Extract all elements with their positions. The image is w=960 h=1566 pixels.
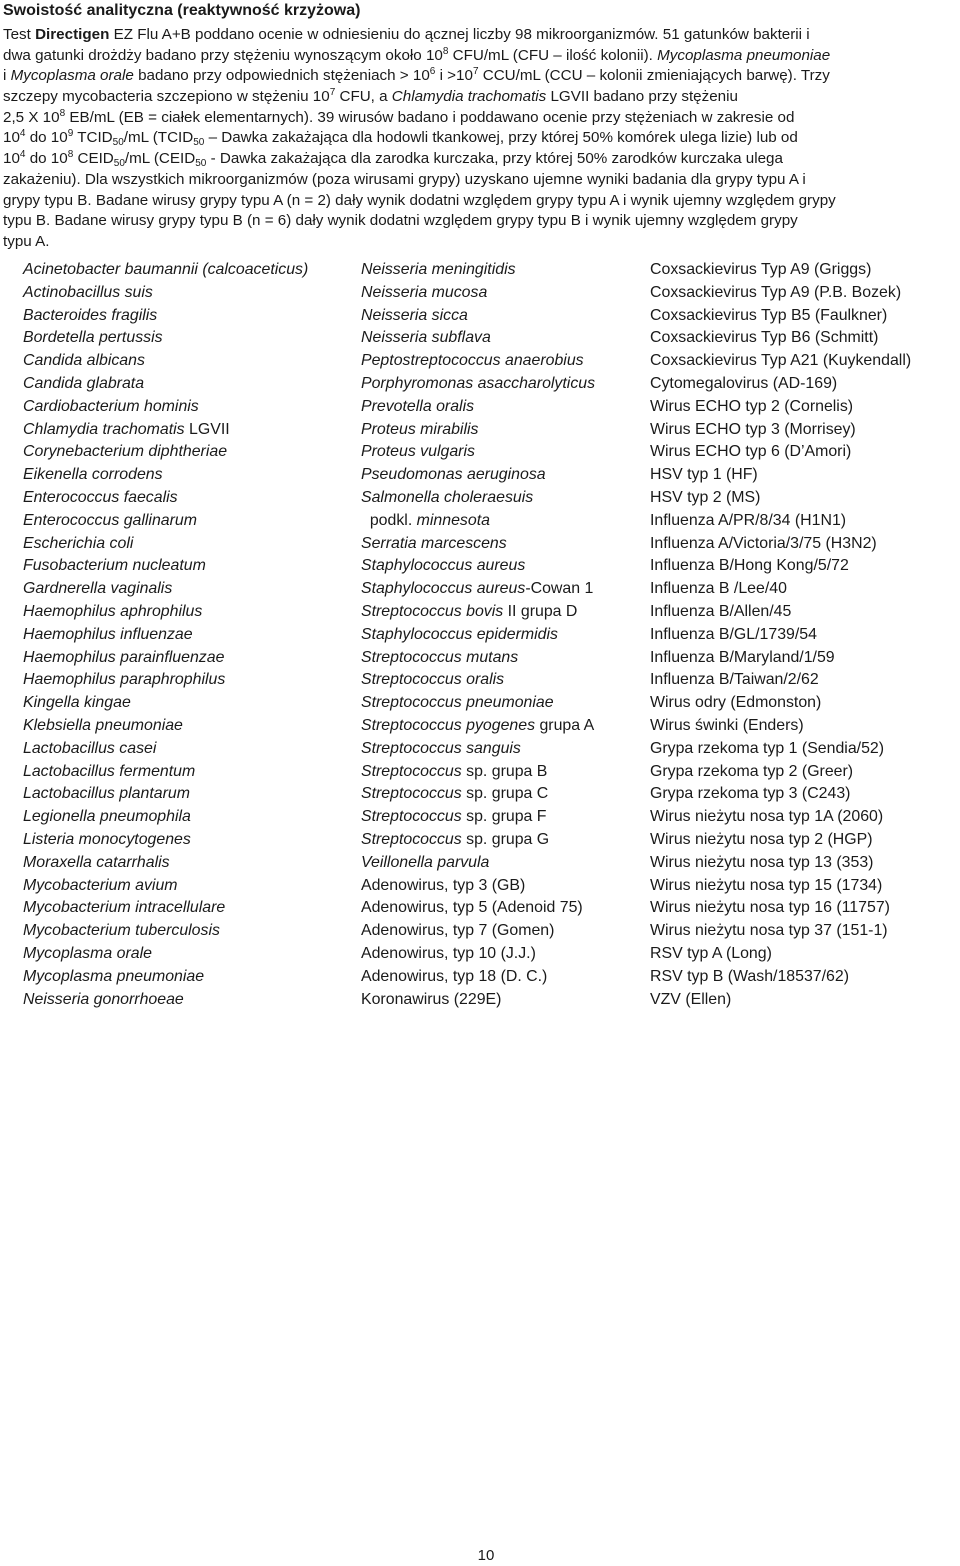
organism-list-item [361, 396, 595, 419]
organism-name-text: Adenowirus, typ 10 (J.J.) [361, 944, 536, 962]
organism-list-item [650, 761, 911, 784]
organism-column-2 [361, 259, 595, 1011]
organism-list-item [650, 259, 911, 282]
organism-list-item [361, 669, 595, 692]
organism-name-text: Wirus nieżytu nosa typ 2 (HGP) [650, 830, 873, 848]
organism-list-item [23, 259, 308, 282]
organism-name-text: Adenowirus, typ 3 (GB) [361, 876, 526, 894]
organism-list-item [23, 783, 308, 806]
organism-list-item [361, 305, 595, 328]
organism-name-italic: Bacteroides fragilis [23, 306, 158, 324]
organism-name-italic: Eikenella corrodens [23, 466, 163, 484]
organism-name-italic: Corynebacterium diphtheriae [23, 443, 228, 461]
organism-list-item [23, 875, 308, 898]
organism-name-text: Wirus odry (Edmonston) [650, 694, 822, 712]
organism-list-item [23, 327, 308, 350]
organism-name-italic: Mycoplasma orale [23, 944, 152, 962]
organism-name-italic: Listeria monocytogenes [23, 830, 191, 848]
organism-name-italic: Kingella kingae [23, 694, 131, 712]
organism-name-italic: Klebsiella pneumoniae [23, 716, 183, 734]
organism-list-item [23, 510, 308, 533]
organism-list-item [23, 601, 308, 624]
organism-name-text: Coxsackievirus Typ A9 (P.B. Bozek) [650, 283, 902, 301]
organism-name-italic: Neisseria meningitidis [361, 261, 516, 278]
organism-name-text: Influenza A/PR/8/34 (H1N1) [650, 511, 847, 529]
organism-name-italic: Bordetella pertussis [23, 329, 163, 347]
organism-name-text: sp. grupa F [461, 808, 547, 826]
organism-name-italic: Streptococcus sanguis [361, 739, 521, 757]
organism-name-italic: Moraxella catarrhalis [23, 853, 170, 871]
organism-list-item [23, 829, 308, 852]
organism-name-italic: Streptococcus bovis [361, 602, 504, 620]
paragraph-line-10: typu B. Badane wirusy grypy typu B (n = 6) dały wynik dodatni względem grypy typu B i wynik ujemny względem grypy [3, 212, 798, 230]
organism-name-text: podkl. [361, 511, 417, 529]
organism-list-item [650, 852, 911, 875]
organism-list-item [650, 282, 911, 305]
organism-name-text: Grypa rzekoma typ 1 (Sendia/52) [650, 739, 885, 757]
organism-name-italic: Salmonella choleraesuis [361, 488, 534, 506]
organism-name-italic: Actinobacillus suis [23, 283, 153, 301]
organism-name-italic: Streptococcus [361, 830, 462, 848]
organism-list-item [650, 578, 911, 601]
organism-list-item [361, 761, 595, 784]
organism-name-text: LGVII [184, 420, 230, 438]
organism-name-text: Wirus nieżytu nosa typ 37 (151-1) [650, 922, 888, 940]
organism-list-item [361, 327, 595, 350]
intro-paragraph [3, 25, 960, 253]
organism-list-item [650, 350, 911, 373]
organism-list-item [23, 852, 308, 875]
organism-name-text: Coxsackievirus Typ B6 (Schmitt) [650, 329, 879, 347]
organism-list-item [361, 920, 595, 943]
organism-name-text: Adenowirus, typ 18 (D. C.) [361, 967, 548, 985]
paragraph-line-7: $10^4$ do $10^8$ $CEID_{50}/mL$ ($CEID_{50}$ - Dawka zakażająca dla zarodka kurczaka, przy której 50% zarodków kurczaka ulega [3, 149, 783, 170]
organism-name-italic: Haemophilus aphrophilus [23, 602, 203, 620]
organism-list-item [23, 647, 308, 670]
organism-list-item [650, 373, 911, 396]
organism-list-item [650, 829, 911, 852]
organism-list-item [23, 350, 308, 373]
organism-column-1 [23, 259, 308, 1011]
organism-list-item [361, 738, 595, 761]
organism-name-text: Wirus nieżytu nosa typ 1A (2060) [650, 808, 884, 826]
organism-list-item [361, 624, 595, 647]
organism-name-text: Grypa rzekoma typ 3 (C243) [650, 785, 851, 803]
organism-name-italic: Escherichia coli [23, 534, 134, 552]
organism-name-text: Coxsackievirus Typ A21 (Kuykendall) [650, 352, 912, 370]
organism-name-italic: Chlamydia trachomatis [23, 420, 185, 438]
organism-list-item [23, 464, 308, 487]
organism-name-text: Influenza B /Lee/40 [650, 580, 787, 598]
organism-name-italic: Streptococcus pneumoniae [361, 694, 554, 712]
organism-list-item [361, 897, 595, 920]
organism-name-italic: Legionella pneumophila [23, 808, 191, 826]
organism-name-italic: Enterococcus gallinarum [23, 511, 197, 529]
organism-name-text: Influenza B/Hong Kong/5/72 [650, 557, 849, 575]
organism-name-italic: Streptococcus [361, 762, 462, 780]
organism-name-italic: minnesota [416, 511, 490, 529]
organism-list-item [361, 555, 595, 578]
organism-name-italic: Peptostreptococcus anaerobius [361, 352, 584, 370]
organism-list-item [361, 510, 595, 533]
organism-name-italic: Haemophilus paraphrophilus [23, 671, 226, 689]
organism-name-text: Wirus ECHO typ 6 (D’Amori) [650, 443, 852, 461]
organism-list-item [23, 806, 308, 829]
organism-list-item [361, 487, 595, 510]
organism-list-item [361, 852, 595, 875]
organism-name-text: VZV (Ellen) [650, 990, 732, 1008]
organism-list-item [23, 761, 308, 784]
organism-name-text: Grypa rzekoma typ 2 (Greer) [650, 762, 854, 780]
organism-list-item [23, 441, 308, 464]
organism-name-italic: Staphylococcus epidermidis [361, 625, 558, 643]
organism-list-item [23, 943, 308, 966]
organism-list-item [650, 943, 911, 966]
organism-list-item [23, 396, 308, 419]
paragraph-line-9: grypy typu B. Badane wirusy grypy typu A (n = 2) dały wynik dodatni względem grypy typu A i wynik ujemny względem grypy [3, 191, 836, 209]
organism-name-text: Influenza B/Maryland/1/59 [650, 648, 835, 666]
organism-name-text: Wirus nieżytu nosa typ 15 (1734) [650, 876, 883, 894]
organism-name-text: Adenowirus, typ 7 (Gomen) [361, 922, 555, 940]
organism-list-item [650, 692, 911, 715]
organism-name-italic: Serratia marcescens [361, 534, 507, 552]
organism-list-item [650, 396, 911, 419]
organism-name-italic: Staphylococcus aureus [361, 580, 526, 598]
organism-list-item [650, 920, 911, 943]
organism-list-item [361, 419, 595, 442]
page-number: 10 [477, 1547, 495, 1564]
organism-column-3 [650, 259, 911, 1011]
organism-name-italic: Mycobacterium tuberculosis [23, 922, 220, 940]
organism-name-text: HSV typ 2 (MS) [650, 488, 761, 506]
organism-name-text: sp. grupa C [461, 785, 549, 803]
organism-name-italic: Lactobacillus fermentum [23, 762, 196, 780]
organism-name-text: II grupa D [503, 602, 578, 620]
organism-list-item [650, 715, 911, 738]
organism-list-item [650, 738, 911, 761]
organism-name-italic: Gardnerella vaginalis [23, 580, 173, 598]
organism-list-item [361, 829, 595, 852]
organism-name-italic: Haemophilus parainfluenzae [23, 648, 225, 666]
organism-name-italic: Porphyromonas asaccharolyticus [361, 374, 596, 392]
organism-list-item [23, 305, 308, 328]
organism-name-text: Koronawirus (229E) [361, 990, 502, 1008]
organism-list-item [361, 966, 595, 989]
organism-list-item [23, 373, 308, 396]
organism-name-text: Influenza B/GL/1739/54 [650, 625, 817, 643]
organism-list-item [650, 966, 911, 989]
organism-list-item [361, 989, 595, 1012]
organism-list-item [23, 715, 308, 738]
organism-name-italic: Pseudomonas aeruginosa [361, 466, 546, 484]
organism-name-text: Influenza B/Taiwan/2/62 [650, 671, 819, 689]
paragraph-line-1: Test Directigen EZ Flu A+B poddano ocenie w odniesieniu do ącznej liczby 98 mikroorganizmów. 51 gatunków bakterii i [3, 26, 810, 43]
organism-list-item [361, 943, 595, 966]
paragraph-line-3: i Mycoplasma orale badano przy odpowiednich stężeniach > $10^6$ $i >10^7$ CCU/mL (CCU – kolonii zmieniających barwę). Trzy [3, 66, 830, 85]
organism-list-item [650, 897, 911, 920]
organism-name-text: Influenza B/Allen/45 [650, 602, 792, 620]
organism-list-item [650, 533, 911, 556]
organism-list-item [361, 373, 595, 396]
organism-list-item [23, 692, 308, 715]
organism-list-item [650, 487, 911, 510]
organism-list-item [23, 282, 308, 305]
organism-name-italic: Candida glabrata [23, 374, 145, 392]
organism-list-item [650, 419, 911, 442]
organism-name-text: Wirus nieżytu nosa typ 13 (353) [650, 853, 874, 871]
section-heading: Swoistość analityczna (reaktywność krzyżowa) [3, 2, 361, 19]
organism-name-italic: Mycobacterium intracellulare [23, 899, 226, 917]
organism-name-italic: Veillonella parvula [361, 853, 490, 871]
organism-list-item [650, 441, 911, 464]
organism-list-item [361, 441, 595, 464]
organism-list-item [23, 624, 308, 647]
organism-name-text: HSV typ 1 (HF) [650, 466, 758, 484]
organism-list-item [361, 692, 595, 715]
organism-list-item [650, 783, 911, 806]
organism-name-italic: Haemophilus influenzae [23, 625, 193, 643]
organism-name-text: Coxsackievirus Typ A9 (Griggs) [650, 261, 872, 278]
organism-list-item [361, 464, 595, 487]
organism-name-text: RSV typ A (Long) [650, 944, 772, 962]
organism-name-italic: Candida albicans [23, 352, 145, 370]
organism-name-text: Wirus świnki (Enders) [650, 716, 804, 734]
organism-list-item [23, 419, 308, 442]
organism-list-item [23, 555, 308, 578]
organism-name-italic: Neisseria gonorrhoeae [23, 990, 184, 1008]
organism-list-item [361, 715, 595, 738]
paragraph-line-5: 2,5 X $10^8$ EB/mL (EB = ciałek elementarnych). 39 wirusów badano i poddawano ocenie przy stężeniach w zakresie od [3, 107, 795, 126]
organism-list-item [361, 783, 595, 806]
organism-name-text: Coxsackievirus Typ B5 (Faulkner) [650, 306, 888, 324]
product-name: Directigen [35, 26, 110, 43]
organism-list-item [361, 533, 595, 556]
organism-list-item [361, 259, 595, 282]
paragraph-line-6: $10^4$ do $10^9$ $TCID_{50}/mL$ ($TCID_{50}$ – Dawka zakażająca dla hodowli tkankowej, przy której 50% komórek ulega lizie) lub od [3, 128, 798, 149]
organism-list-item [23, 897, 308, 920]
organism-name-italic: Lactobacillus casei [23, 739, 157, 757]
organism-list-item [650, 305, 911, 328]
organism-list-item [361, 578, 595, 601]
organism-name-text: -Cowan 1 [525, 580, 594, 598]
organism-list-item [650, 327, 911, 350]
organism-list-item [650, 669, 911, 692]
organism-list-item [650, 806, 911, 829]
organism-name-text: Adenowirus, typ 5 (Adenoid 75) [361, 899, 583, 917]
organism-list-item [650, 555, 911, 578]
organism-list-item [650, 464, 911, 487]
organism-name-italic: Acinetobacter baumannii (calcoaceticus) [23, 261, 309, 278]
organism-name-text: Cytomegalovirus (AD-169) [650, 374, 838, 392]
organism-list-item [650, 989, 911, 1012]
organism-list-item [361, 282, 595, 305]
organism-name-text: Wirus nieżytu nosa typ 16 (11757) [650, 899, 890, 917]
organism-name-italic: Streptococcus [361, 785, 462, 803]
organism-name-italic: Staphylococcus aureus [361, 557, 526, 575]
organism-list-item [650, 647, 911, 670]
organism-name-italic: Proteus vulgaris [361, 443, 475, 461]
organism-list-item [361, 350, 595, 373]
organism-name-italic: Prevotella oralis [361, 397, 475, 415]
organism-name-text: RSV typ B (Wash/18537/62) [650, 967, 850, 985]
organism-list-item [361, 806, 595, 829]
organism-name-italic: Lactobacillus plantarum [23, 785, 190, 803]
organism-name-text: grupa A [535, 716, 595, 734]
organism-list-item [23, 669, 308, 692]
organism-list-item [23, 966, 308, 989]
organism-list-item [650, 601, 911, 624]
paragraph-line-2: dwa gatunki drożdży badano przy stężeniu wynoszącym około $10^8$ CFU/mL (CFU – ilość kolonii). Mycoplasma pneumoniae [3, 45, 831, 64]
organism-name-italic: Neisseria subflava [361, 329, 491, 347]
organism-name-italic: Streptococcus [361, 808, 462, 826]
organism-list-item [23, 487, 308, 510]
organism-list-item [23, 533, 308, 556]
organism-name-text: sp. grupa G [461, 830, 550, 848]
organism-list-item [23, 738, 308, 761]
organism-name-italic: Mycobacterium avium [23, 876, 178, 894]
organism-list-item [650, 510, 911, 533]
organism-name-italic: Streptococcus pyogenes [361, 716, 536, 734]
organism-name-italic: Neisseria sicca [361, 306, 468, 324]
organism-list-item [23, 989, 308, 1012]
organism-list-item [361, 647, 595, 670]
paragraph-line-4: szczepy mycobacteria szczepiono w stężeniu $10^7$ CFU, a Chlamydia trachomatis LGVII badano przy stężeniu [3, 87, 738, 106]
organism-name-italic: Mycoplasma pneumoniae [23, 967, 205, 985]
organism-list-item [650, 875, 911, 898]
organism-list-item [650, 624, 911, 647]
organism-name-text: sp. grupa B [461, 762, 548, 780]
organism-list-item [23, 920, 308, 943]
organism-name-text: Wirus ECHO typ 3 (Morrisey) [650, 420, 856, 438]
paragraph-line-8: zakażeniu). Dla wszystkich mikroorganizmów (poza wirusami grypy) uzyskano ujemne wyniki badania dla grypy typu A i [3, 170, 806, 188]
organism-list-item [361, 875, 595, 898]
organism-name-italic: Enterococcus faecalis [23, 488, 178, 506]
organism-name-text: Influenza A/Victoria/3/75 (H3N2) [650, 534, 877, 552]
organism-list-item [361, 601, 595, 624]
paragraph-line-11: typu A. [3, 232, 50, 250]
organism-name-italic: Streptococcus mutans [361, 648, 519, 666]
organism-name-italic: Cardiobacterium hominis [23, 397, 199, 415]
organism-name-italic: Fusobacterium nucleatum [23, 557, 206, 575]
organism-name-italic: Streptococcus oralis [361, 671, 505, 689]
organism-list-item [23, 578, 308, 601]
organism-name-text: Wirus ECHO typ 2 (Cornelis) [650, 397, 854, 415]
organism-name-italic: Proteus mirabilis [361, 420, 479, 438]
organism-name-italic: Neisseria mucosa [361, 283, 488, 301]
